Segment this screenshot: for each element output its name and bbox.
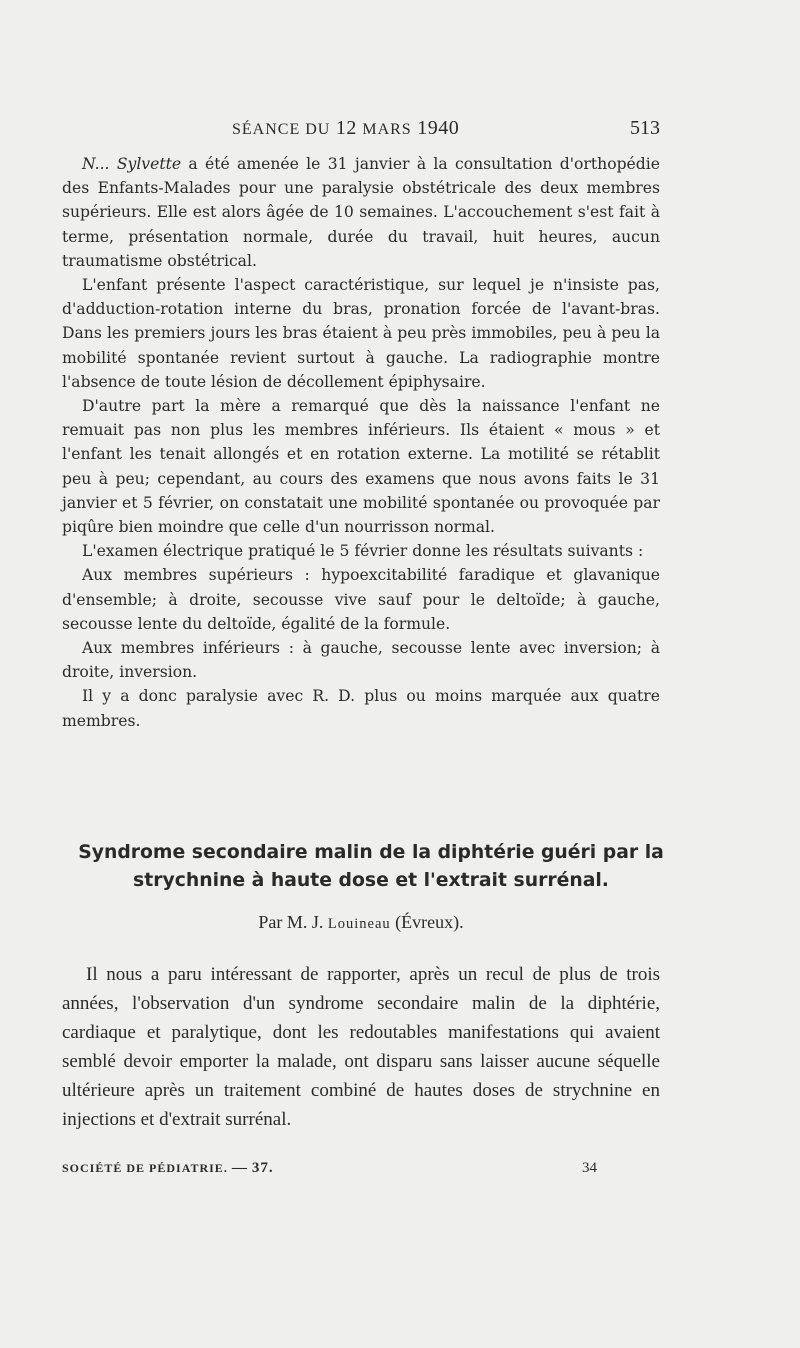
section-title <box>62 839 680 895</box>
paragraph: N... Sylvette a été amenée le 31 janvier à la consultation d'orthopédie des Enfants-Malades pour une paralysie obstétricale des deux membres supérieurs. Elle est alors âgée de 10 semaines. L'accouchement s'est fait à terme, présentation normale, durée du travail, huit heures, aucun traumatisme obstétrical. <box>62 155 660 270</box>
paragraph: L'enfant présente l'aspect caractéristique, sur lequel je n'insiste pas, d'adduction-rotation interne du bras, pronation forcée de l'avant-bras. Dans les premiers jours les bras étaient à peu près immobiles, peu à peu la mobilité spontanée revient surtout à gauche. La radiographie montre l'absence de toute lésion de décollement épiphysaire. <box>62 276 660 391</box>
volume-number: 37. <box>251 1160 274 1176</box>
signature-mark: 34 <box>582 1160 597 1176</box>
title-year: 1940 <box>417 117 460 139</box>
page-footer <box>62 1160 602 1180</box>
byline-author: Louineau <box>327 916 391 932</box>
paragraph: D'autre part la mère a remarqué que dès la naissance l'enfant ne remuait pas non plus les membres inférieurs. Ils étaient « mous » et l'enfant les tenait allongés et en rotation externe. La motilité se rétablit peu à peu; cependant, au cours des examens que nous avons faits le 31 janvier et 5 février, on constatait une mobilité spontanée ou provoquée par piqûre bien moindre que celle d'un nourrisson normal. <box>62 397 660 537</box>
page-number: 513 <box>630 117 660 139</box>
paragraph: Aux membres inférieurs : à gauche, secousse lente avec inversion; à droite, inversion. <box>62 639 660 682</box>
running-title <box>232 117 459 140</box>
section-title-line: Syndrome secondaire malin de la diphtérie guéri par la <box>78 842 664 863</box>
byline-place: (Évreux). <box>395 912 464 932</box>
society-name: SOCIÉTÉ DE PÉDIATRIE. <box>62 1161 228 1175</box>
byline <box>62 912 660 933</box>
patient-name: N... Sylvette <box>82 155 182 173</box>
footer-dash: — <box>231 1160 248 1176</box>
paragraph: Aux membres supérieurs : hypoexcitabilité faradique et glavanique d'ensemble; à droite, secousse vive sauf pour le deltoïde; à gauche, secousse lente du deltoïde, égalité de la formule. <box>62 566 660 633</box>
paragraph: Il y a donc paralysie avec R. D. plus ou moins marquée aux quatre membres. <box>62 687 660 730</box>
title-prefix: SÉANCE DU <box>232 121 331 138</box>
paragraph: L'examen électrique pratiqué le 5 février donne les résultats suivants : <box>82 542 644 561</box>
title-day: 12 <box>335 117 357 139</box>
section-title-line: strychnine à haute dose et l'extrait surrénal. <box>133 870 609 891</box>
paragraph: Il nous a paru intéressant de rapporter, après un recul de plus de trois années, l'observation d'un syndrome secondaire malin de la diphtérie, cardiaque et paralytique, dont les redoutables manifestations qui avaient semblé devoir emporter la malade, ont disparu sans laisser aucune séquelle ultérieure après un traitement combiné de hautes doses de strychnine en injections et d'extrait surrénal. <box>62 964 660 1131</box>
case-report <box>62 152 660 733</box>
title-month: MARS <box>362 121 412 138</box>
society-footer <box>62 1160 274 1177</box>
article-body <box>62 960 660 1135</box>
byline-prefix: Par M. J. <box>258 912 324 932</box>
running-header <box>62 117 660 145</box>
